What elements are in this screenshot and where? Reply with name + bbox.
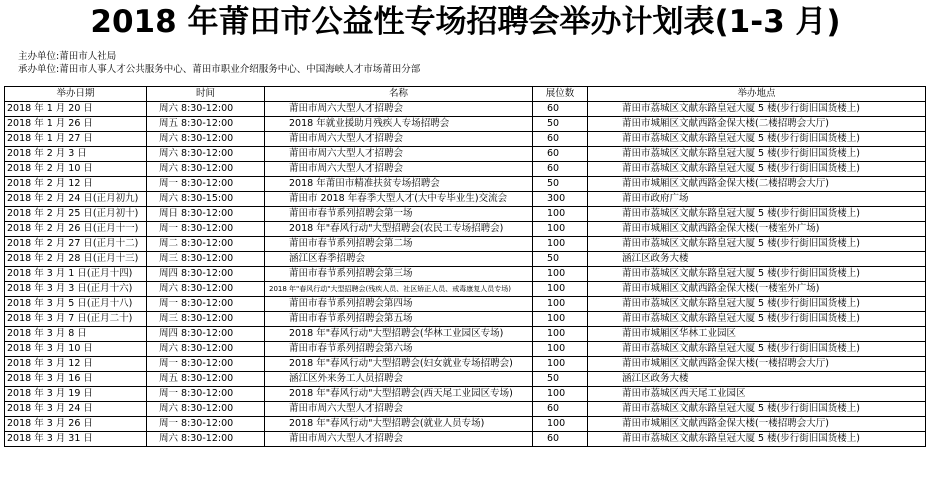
cell-name: 2018 年"春风行动"大型招聘会(妇女就业专场招聘会)	[265, 357, 533, 372]
cell-time: 周三 8:30-12:00	[147, 252, 265, 267]
cell-name: 莆田市春节系列招聘会第一场	[265, 207, 533, 222]
cell-venue: 莆田市荔城区文献东路皇冠大厦 5 楼(步行街旧国货楼上)	[588, 162, 926, 177]
table-row	[5, 402, 926, 417]
cell-booths: 60	[533, 162, 588, 177]
cell-date: 2018 年 2 月 27 日(正月十二)	[5, 237, 147, 252]
cell-venue: 莆田市城厢区文献西路金保大楼(一楼室外广场)	[588, 282, 926, 297]
table-row	[5, 222, 926, 237]
page-title: 2018 年莆田市公益性专场招聘会举办计划表(1-3 月)	[90, 4, 841, 40]
cell-time: 周一 8:30-12:00	[147, 177, 265, 192]
cell-date: 2018 年 3 月 7 日(正月二十)	[5, 312, 147, 327]
cell-booths: 60	[533, 147, 588, 162]
cell-name: 涵江区春季招聘会	[265, 252, 533, 267]
cell-name: 2018 年"春风行动"大型招聘会(西天尾工业园区专场)	[265, 387, 533, 402]
cell-booths: 50	[533, 177, 588, 192]
cell-date: 2018 年 2 月 3 日	[5, 147, 147, 162]
cell-venue: 涵江区政务大楼	[588, 252, 926, 267]
cell-time: 周日 8:30-12:00	[147, 207, 265, 222]
cell-date: 2018 年 2 月 26 日(正月十一)	[5, 222, 147, 237]
cell-time: 周四 8:30-12:00	[147, 267, 265, 282]
cell-booths: 60	[533, 132, 588, 147]
cell-name: 莆田市春节系列招聘会第四场	[265, 297, 533, 312]
cell-date: 2018 年 1 月 26 日	[5, 117, 147, 132]
table-row	[5, 297, 926, 312]
cell-time: 周二 8:30-12:00	[147, 237, 265, 252]
cell-name: 2018 年"春风行动"大型招聘会(就业人员专场)	[265, 417, 533, 432]
cell-booths: 60	[533, 432, 588, 447]
cell-date: 2018 年 2 月 10 日	[5, 162, 147, 177]
table-row	[5, 192, 926, 207]
cell-date: 2018 年 2 月 25 日(正月初十)	[5, 207, 147, 222]
cell-venue: 莆田市城厢区文献西路金保大楼(一楼室外广场)	[588, 222, 926, 237]
cell-booths: 100	[533, 237, 588, 252]
cell-date: 2018 年 3 月 3 日(正月十六)	[5, 282, 147, 297]
table-row	[5, 327, 926, 342]
cell-date: 2018 年 3 月 31 日	[5, 432, 147, 447]
cell-date: 2018 年 1 月 27 日	[5, 132, 147, 147]
cell-venue: 莆田市荔城区文献东路皇冠大厦 5 楼(步行街旧国货楼上)	[588, 207, 926, 222]
cell-time: 周六 8:30-12:00	[147, 102, 265, 117]
cell-booths: 60	[533, 102, 588, 117]
table-row	[5, 282, 926, 297]
cell-date: 2018 年 1 月 20 日	[5, 102, 147, 117]
header-time: 时间	[147, 87, 265, 102]
cell-booths: 100	[533, 222, 588, 237]
cell-name: 莆田市周六大型人才招聘会	[265, 102, 533, 117]
cell-date: 2018 年 2 月 24 日(正月初九)	[5, 192, 147, 207]
cell-date: 2018 年 2 月 28 日(正月十三)	[5, 252, 147, 267]
cell-time: 周三 8:30-12:00	[147, 312, 265, 327]
cell-time: 周六 8:30-12:00	[147, 147, 265, 162]
cell-name: 莆田市春节系列招聘会第二场	[265, 237, 533, 252]
cell-time: 周五 8:30-12:00	[147, 372, 265, 387]
cell-venue: 莆田市荔城区文献东路皇冠大厦 5 楼(步行街旧国货楼上)	[588, 297, 926, 312]
header-booths: 展位数	[533, 87, 588, 102]
cell-venue: 莆田市荔城区文献东路皇冠大厦 5 楼(步行街旧国货楼上)	[588, 237, 926, 252]
cell-name: 2018 年"春风行动"大型招聘会(华林工业园区专场)	[265, 327, 533, 342]
cell-date: 2018 年 3 月 5 日(正月十八)	[5, 297, 147, 312]
cell-time: 周一 8:30-12:00	[147, 357, 265, 372]
cell-name: 莆田市 2018 年春季大型人才(大中专毕业生)交流会	[265, 192, 533, 207]
cell-booths: 100	[533, 342, 588, 357]
cell-time: 周六 8:30-12:00	[147, 282, 265, 297]
cell-booths: 60	[533, 402, 588, 417]
cell-name: 莆田市春节系列招聘会第三场	[265, 267, 533, 282]
table-row	[5, 342, 926, 357]
cell-time: 周六 8:30-12:00	[147, 132, 265, 147]
table-row	[5, 117, 926, 132]
cell-booths: 100	[533, 387, 588, 402]
cell-venue: 莆田市荔城区文献东路皇冠大厦 5 楼(步行街旧国货楼上)	[588, 312, 926, 327]
cell-venue: 莆田市荔城区文献东路皇冠大厦 5 楼(步行街旧国货楼上)	[588, 342, 926, 357]
cell-booths: 100	[533, 267, 588, 282]
cell-booths: 50	[533, 252, 588, 267]
cell-time: 周一 8:30-12:00	[147, 222, 265, 237]
cell-name: 2018 年"春风行动"大型招聘会(残疾人员、社区矫正人员、戒毒康复人员专场)	[265, 282, 533, 297]
cell-venue: 莆田市城厢区文献西路金保大楼(一楼招聘会大厅)	[588, 357, 926, 372]
cell-booths: 100	[533, 312, 588, 327]
table-row	[5, 312, 926, 327]
cell-time: 周六 8:30-12:00	[147, 342, 265, 357]
table-row	[5, 147, 926, 162]
cell-booths: 100	[533, 417, 588, 432]
table-header-row	[5, 87, 926, 102]
table-row	[5, 357, 926, 372]
table-row	[5, 237, 926, 252]
host-line: 主办单位:莆田市人社局	[18, 51, 117, 62]
table-row	[5, 162, 926, 177]
cell-name: 莆田市周六大型人才招聘会	[265, 432, 533, 447]
cell-time: 周六 8:30-12:00	[147, 162, 265, 177]
cell-time: 周一 8:30-12:00	[147, 387, 265, 402]
cell-time: 周六 8:30-12:00	[147, 402, 265, 417]
cell-venue: 莆田市荔城区文献东路皇冠大厦 5 楼(步行街旧国货楼上)	[588, 102, 926, 117]
cell-venue: 涵江区政务大楼	[588, 372, 926, 387]
table-body	[5, 102, 926, 447]
table-row	[5, 267, 926, 282]
cell-booths: 50	[533, 117, 588, 132]
table-row	[5, 102, 926, 117]
table-row	[5, 177, 926, 192]
cell-name: 2018 年"春风行动"大型招聘会(农民工专场招聘会)	[265, 222, 533, 237]
cell-name: 莆田市周六大型人才招聘会	[265, 402, 533, 417]
table-row	[5, 432, 926, 447]
cell-venue: 莆田市荔城区文献东路皇冠大厦 5 楼(步行街旧国货楼上)	[588, 132, 926, 147]
cell-date: 2018 年 3 月 24 日	[5, 402, 147, 417]
cell-venue: 莆田市荔城区西天尾工业园区	[588, 387, 926, 402]
cell-name: 涵江区外来务工人员招聘会	[265, 372, 533, 387]
cell-venue: 莆田市政府广场	[588, 192, 926, 207]
cell-date: 2018 年 3 月 10 日	[5, 342, 147, 357]
table-row	[5, 372, 926, 387]
cell-venue: 莆田市城厢区华林工业园区	[588, 327, 926, 342]
cell-name: 莆田市周六大型人才招聘会	[265, 132, 533, 147]
table-row	[5, 387, 926, 402]
cell-booths: 100	[533, 297, 588, 312]
cell-booths: 50	[533, 372, 588, 387]
table-row	[5, 132, 926, 147]
table-row	[5, 417, 926, 432]
cell-booths: 100	[533, 357, 588, 372]
cell-booths: 100	[533, 207, 588, 222]
cell-date: 2018 年 3 月 16 日	[5, 372, 147, 387]
cell-name: 莆田市春节系列招聘会第五场	[265, 312, 533, 327]
cell-date: 2018 年 3 月 1 日(正月十四)	[5, 267, 147, 282]
cell-time: 周五 8:30-12:00	[147, 117, 265, 132]
cell-booths: 100	[533, 282, 588, 297]
cell-venue: 莆田市荔城区文献东路皇冠大厦 5 楼(步行街旧国货楼上)	[588, 432, 926, 447]
cell-booths: 100	[533, 327, 588, 342]
header-date: 举办日期	[5, 87, 147, 102]
organizer-line: 承办单位:莆田市人事人才公共服务中心、莆田市职业介绍服务中心、中国海峡人才市场莆田分部	[18, 64, 421, 75]
cell-venue: 莆田市荔城区文献东路皇冠大厦 5 楼(步行街旧国货楼上)	[588, 402, 926, 417]
cell-venue: 莆田市城厢区文献西路金保大楼(二楼招聘会大厅)	[588, 117, 926, 132]
cell-date: 2018 年 3 月 8 日	[5, 327, 147, 342]
cell-date: 2018 年 3 月 19 日	[5, 387, 147, 402]
cell-time: 周一 8:30-12:00	[147, 417, 265, 432]
cell-name: 2018 年就业援助月残疾人专场招聘会	[265, 117, 533, 132]
cell-time: 周一 8:30-12:00	[147, 297, 265, 312]
cell-name: 莆田市周六大型人才招聘会	[265, 162, 533, 177]
header-venue: 举办地点	[588, 87, 926, 102]
cell-date: 2018 年 3 月 12 日	[5, 357, 147, 372]
cell-venue: 莆田市城厢区文献西路金保大楼(一楼招聘会大厅)	[588, 417, 926, 432]
cell-time: 周四 8:30-12:00	[147, 327, 265, 342]
cell-name: 2018 年莆田市精准扶贫专场招聘会	[265, 177, 533, 192]
cell-date: 2018 年 3 月 26 日	[5, 417, 147, 432]
cell-venue: 莆田市荔城区文献东路皇冠大厦 5 楼(步行街旧国货楼上)	[588, 267, 926, 282]
cell-name: 莆田市周六大型人才招聘会	[265, 147, 533, 162]
cell-venue: 莆田市荔城区文献东路皇冠大厦 5 楼(步行街旧国货楼上)	[588, 147, 926, 162]
cell-booths: 300	[533, 192, 588, 207]
cell-date: 2018 年 2 月 12 日	[5, 177, 147, 192]
cell-venue: 莆田市城厢区文献西路金保大楼(二楼招聘会大厅)	[588, 177, 926, 192]
cell-time: 周六 8:30-12:00	[147, 432, 265, 447]
table-row	[5, 252, 926, 267]
table-row	[5, 207, 926, 222]
cell-name: 莆田市春节系列招聘会第六场	[265, 342, 533, 357]
schedule-table	[4, 86, 926, 447]
cell-time: 周六 8:30-15:00	[147, 192, 265, 207]
header-name: 名称	[265, 87, 533, 102]
